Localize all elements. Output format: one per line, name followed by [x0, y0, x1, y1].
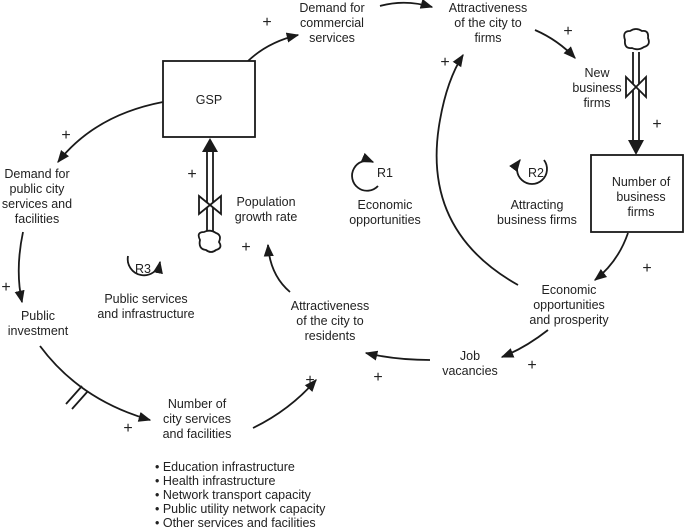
polarity-plus: +	[123, 420, 133, 437]
valve-icon	[199, 196, 221, 214]
node-label-line: services and	[1, 197, 73, 211]
polarity-plus: +	[1, 279, 11, 296]
node-city-services	[163, 397, 232, 441]
arrow-gsp-to-demand-public	[58, 102, 163, 162]
node-attract-residents	[291, 299, 370, 343]
polarity-plus: +	[241, 239, 251, 256]
polarity-plus: +	[187, 166, 197, 183]
node-label-line: investment	[7, 324, 69, 338]
node-label-line: firms	[583, 96, 611, 110]
node-job-vacancies	[442, 349, 498, 378]
firms-inflow-pipe	[633, 52, 639, 140]
node-label-line: business	[572, 81, 622, 95]
polarity-plus: +	[527, 357, 537, 374]
services-list-item: • Health infrastructure	[155, 474, 276, 488]
arrow-jobs-to-attract-residents	[366, 353, 430, 360]
arrow-prosperity-to-attract-firms	[437, 55, 518, 285]
node-label-line: facilities	[14, 212, 60, 226]
node-label-line: Attractiveness	[448, 1, 528, 15]
services-list	[155, 460, 326, 528]
node-label-line: growth rate	[234, 210, 298, 224]
arrow-firms-to-prosperity	[595, 233, 628, 280]
node-label-line: services	[309, 31, 355, 45]
polarity-plus: +	[652, 116, 662, 133]
node-label-line: Demand for	[4, 167, 70, 181]
loop-id: R3	[135, 262, 151, 276]
node-population-growth	[235, 195, 298, 224]
services-list-item: • Public utility network capacity	[155, 502, 326, 516]
node-attract-firms	[449, 1, 528, 45]
node-demand-public	[2, 167, 72, 226]
node-label-line: residents	[304, 329, 356, 343]
gsp-label: GSP	[195, 93, 223, 107]
polarity-plus: +	[563, 23, 573, 40]
loop-id: R1	[377, 166, 393, 180]
node-label-line: public city	[9, 182, 65, 196]
node-label-line: city services	[162, 412, 232, 426]
loop-label: business firms	[497, 213, 577, 227]
node-label-line: and facilities	[162, 427, 232, 441]
node-econ-prosperity	[529, 283, 609, 327]
node-label-line: commercial	[300, 16, 364, 30]
arrow-demand-commercial-to-attract-firms	[380, 3, 432, 7]
loop-label: opportunities	[349, 213, 421, 227]
polarity-plus: +	[373, 369, 383, 386]
gsp-inflow-arrowhead	[202, 138, 218, 152]
node-label-line: Attractiveness	[290, 299, 370, 313]
firms-inflow-arrowhead	[628, 140, 644, 155]
arrow-demand-public-to-investment	[19, 232, 23, 302]
node-label-line: and prosperity	[529, 313, 609, 327]
loop-label: Public services	[104, 292, 188, 306]
arrow-attract-residents-to-pop-growth	[268, 245, 290, 292]
polarity-plus: +	[305, 372, 315, 389]
node-label-line: of the city to	[296, 314, 364, 328]
node-label-line: Population	[236, 195, 296, 209]
loop-r1	[349, 161, 421, 227]
loop-arrow-icon	[352, 161, 378, 191]
node-label-line: business	[616, 190, 666, 204]
polarity-plus: +	[262, 14, 272, 31]
cloud-source-icon	[624, 29, 649, 49]
node-label-line: Number of	[167, 397, 227, 411]
node-label-line: New	[584, 66, 610, 80]
cloud-source-icon	[199, 231, 221, 252]
arrow-investment-to-city-services	[40, 346, 150, 420]
arrow-prosperity-to-jobs	[502, 330, 548, 357]
node-label-line: firms	[474, 31, 502, 45]
node-public-investment	[8, 309, 69, 338]
node-label-line: Job	[459, 349, 481, 363]
loop-r3	[97, 256, 194, 321]
node-label-line: Economic	[541, 283, 597, 297]
polarity-plus: +	[642, 260, 652, 277]
polarity-plus: +	[61, 127, 71, 144]
loop-label: and infrastructure	[97, 307, 195, 321]
node-label-line: Public	[20, 309, 56, 323]
node-label-line: opportunities	[533, 298, 605, 312]
node-new-firms	[572, 66, 621, 110]
arrow-gsp-to-demand-commercial	[248, 35, 298, 61]
polarity-plus: +	[440, 54, 450, 71]
loop-label: Economic	[357, 198, 413, 212]
node-label-line: Demand for	[299, 1, 365, 15]
loop-label: Attracting	[510, 198, 564, 212]
node-label-line: vacancies	[442, 364, 498, 378]
gsp-inflow-pipe	[207, 150, 213, 238]
node-label-line: of the city to	[454, 16, 522, 30]
loop-r2	[497, 160, 577, 227]
services-list-item: • Network transport capacity	[155, 488, 311, 502]
loop-id: R2	[528, 166, 544, 180]
node-label-line: Number of	[611, 175, 671, 189]
services-list-item: • Other services and facilities	[155, 516, 316, 528]
valve-icon	[626, 77, 646, 97]
node-label-line: firms	[627, 205, 655, 219]
node-demand-commercial	[299, 1, 364, 45]
services-list-item: • Education infrastructure	[155, 460, 295, 474]
